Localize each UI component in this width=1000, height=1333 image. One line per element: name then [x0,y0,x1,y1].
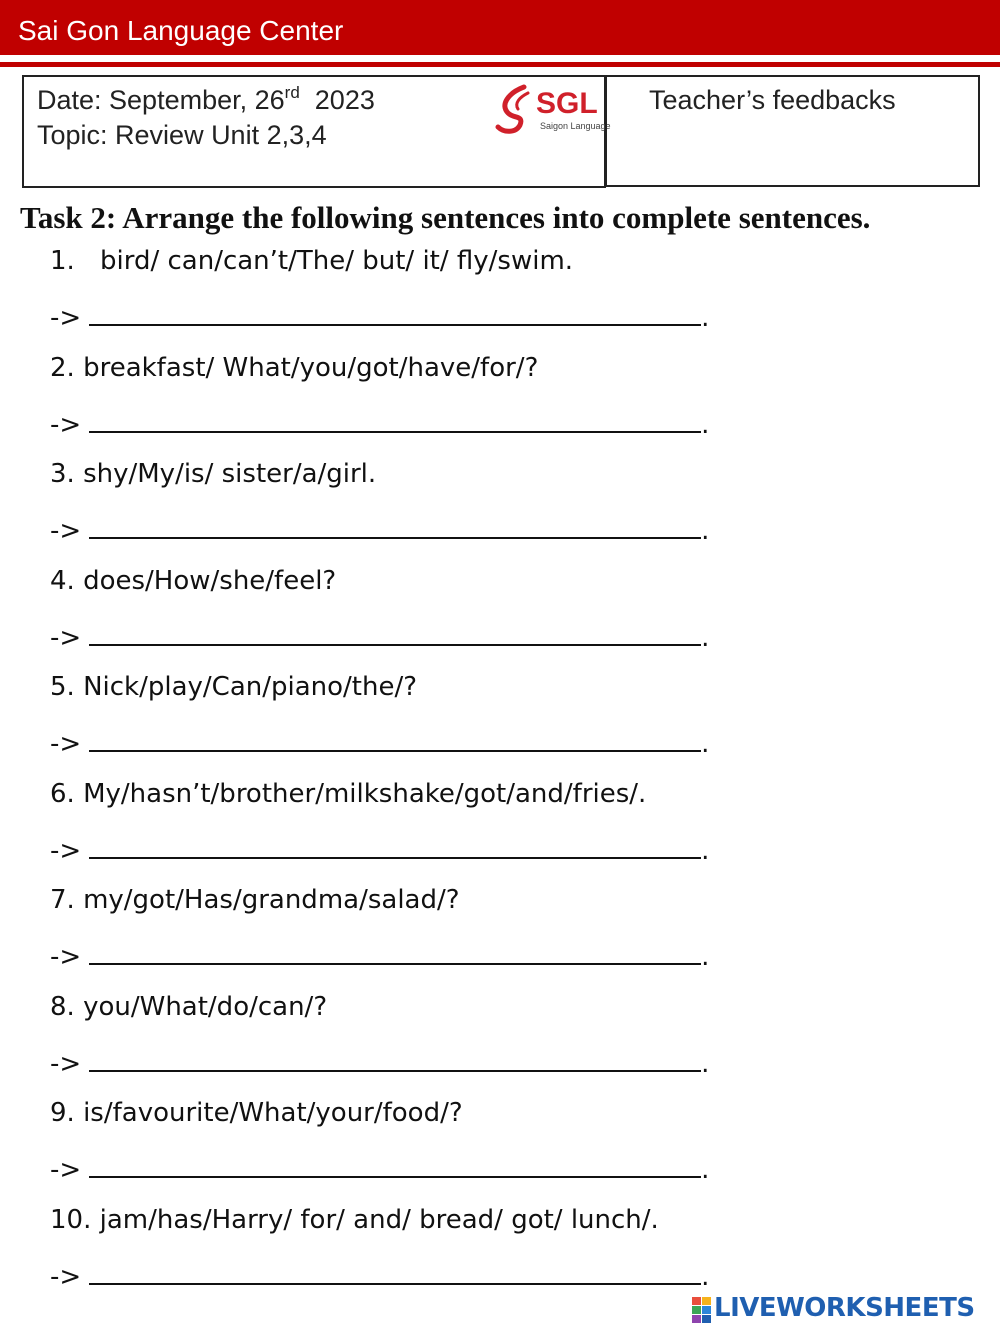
item-number: 5. [50,672,75,702]
item-number: 3. [50,459,75,489]
item-number: 8. [50,992,75,1022]
answer-blank[interactable] [89,1048,701,1072]
answer-suffix: . [701,836,710,866]
center-name: Sai Gon Language Center [18,15,344,46]
answer-prefix: -> [50,942,82,972]
scrambled-words: jam/has/Harry/ for/ and/ bread/ got/ lunch/. [99,1205,659,1235]
liveworksheets-watermark [692,1293,992,1327]
answer-line [50,1154,709,1185]
answer-prefix: -> [50,623,82,653]
answer-suffix: . [701,410,710,440]
item-number: 10. [50,1205,92,1235]
answer-suffix: . [701,516,710,546]
answer-line [50,941,709,972]
logo-subtext: Saigon Language [540,121,611,131]
answer-prefix: -> [50,1049,82,1079]
answer-suffix: . [701,1155,710,1185]
exercise-prompt [50,992,327,1022]
answer-prefix: -> [50,836,82,866]
watermark-text: LIVEWORKSHEETS [714,1293,975,1323]
answer-line [50,835,709,866]
answer-prefix: -> [50,1155,82,1185]
exercise-prompt [50,672,417,702]
feedback-label: Teacher’s feedbacks [649,85,896,115]
answer-blank[interactable] [89,941,701,965]
answer-blank[interactable] [89,622,701,646]
banner-divider [0,62,1000,67]
exercise-prompt [50,1205,659,1235]
scrambled-words: is/favourite/What/your/food/? [83,1098,463,1128]
item-number: 7. [50,885,75,915]
item-number: 1. [50,246,75,276]
answer-suffix: . [701,303,710,333]
answer-suffix: . [701,729,710,759]
scrambled-words: breakfast/ What/you/got/have/for/? [83,353,539,383]
answer-blank[interactable] [89,1261,701,1285]
answer-line [50,1048,709,1079]
answer-blank[interactable] [89,409,701,433]
sgl-logo [494,83,611,135]
sgl-swoosh-icon [494,83,538,135]
exercise-prompt [50,566,336,596]
lesson-info-box [22,75,611,188]
lesson-topic: Topic: Review Unit 2,3,4 [37,120,327,150]
scrambled-words: My/hasn’t/brother/milkshake/got/and/fries/. [83,779,647,809]
top-banner [0,0,1000,55]
item-number: 2. [50,353,75,383]
scrambled-words: shy/My/is/ sister/a/girl. [83,459,377,489]
answer-suffix: . [701,1262,710,1292]
answer-blank[interactable] [89,835,701,859]
answer-line [50,409,709,440]
answer-blank[interactable] [89,515,701,539]
answer-line [50,515,709,546]
scrambled-words: Nick/play/Can/piano/the/? [83,672,418,702]
answer-blank[interactable] [89,302,701,326]
answer-blank[interactable] [89,1154,701,1178]
answer-suffix: . [701,623,710,653]
answer-prefix: -> [50,729,82,759]
answer-prefix: -> [50,516,82,546]
answer-suffix: . [701,1049,710,1079]
answer-prefix: -> [50,303,82,333]
item-number: 9. [50,1098,75,1128]
logo-text: SGL [536,87,598,120]
answer-line [50,728,709,759]
item-number: 4. [50,566,75,596]
exercise-prompt [50,779,646,809]
answer-line [50,1261,709,1292]
answer-suffix: . [701,942,710,972]
answer-prefix: -> [50,410,82,440]
answer-prefix: -> [50,1262,82,1292]
scrambled-words: bird/ can/can’t/The/ but/ it/ fly/swim. [100,246,574,276]
lesson-date: Date: September, 26rd 2023 [37,83,375,115]
task-title: Task 2: Arrange the following sentences into complete sentences. [20,200,871,235]
scrambled-words: you/What/do/can/? [83,992,328,1022]
teacher-feedback-box [606,75,980,187]
item-number: 6. [50,779,75,809]
exercise-prompt [50,246,573,276]
exercise-prompt [50,885,460,915]
exercise-prompt [50,353,538,383]
answer-line [50,622,709,653]
scrambled-words: does/How/she/feel? [83,566,337,596]
exercise-prompt [50,1098,463,1128]
liveworksheets-logo-icon [692,1297,712,1323]
answer-line [50,302,709,333]
answer-blank[interactable] [89,728,701,752]
scrambled-words: my/got/Has/grandma/salad/? [83,885,460,915]
exercise-prompt [50,459,376,489]
